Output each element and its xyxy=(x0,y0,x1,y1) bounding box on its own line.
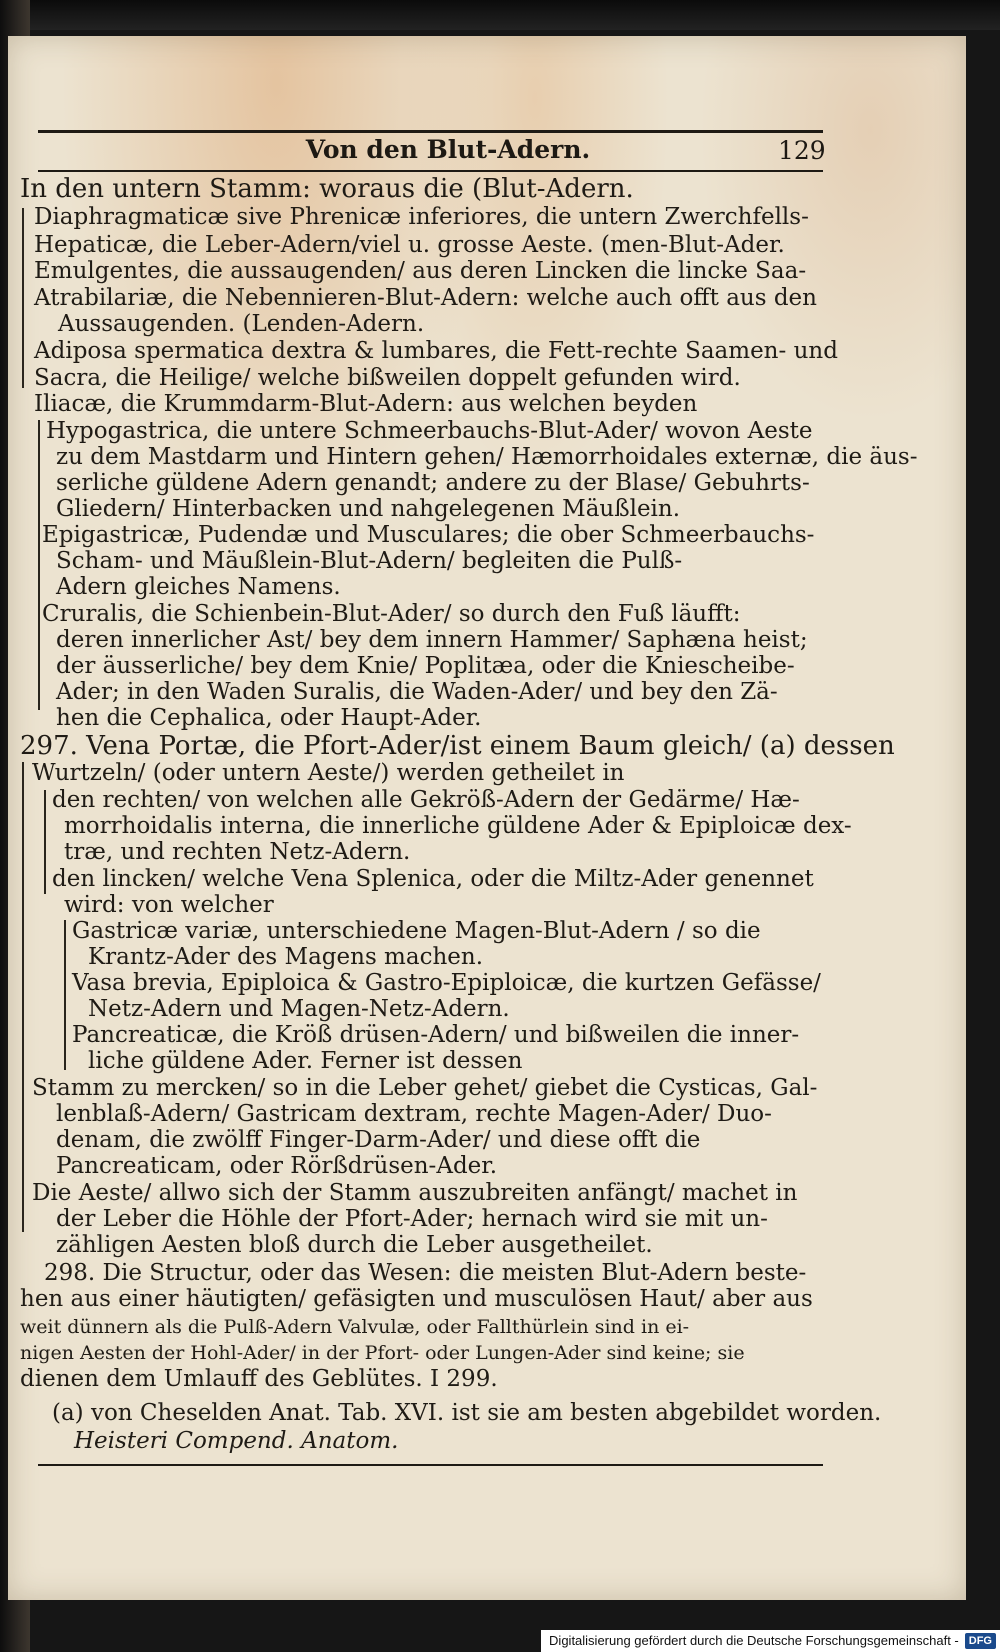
text-line: Aussaugenden. (Lenden-Adern. xyxy=(58,311,425,337)
text-line: liche güldene Ader. Ferner ist dessen xyxy=(88,1048,523,1074)
brace-bar xyxy=(22,208,24,388)
brace-bar xyxy=(38,420,40,710)
text-line: der Leber die Höhle der Pfort-Ader; hernach wird sie mit un- xyxy=(56,1206,768,1232)
running-head: Von den Blut-Adern. xyxy=(305,135,591,164)
scan-top-edge xyxy=(0,0,1000,30)
text-line: zähligen Aesten bloß durch die Leber ausgetheilet. xyxy=(56,1232,653,1258)
text-line: Hepaticæ, die Leber-Adern/viel u. grosse Aeste. (men-Blut-Ader. xyxy=(34,232,785,258)
text-line: Diaphragmaticæ sive Phrenicæ inferiores, die untern Zwerchfells- xyxy=(34,204,809,230)
text-line: Wurtzeln/ (oder untern Aeste/) werden getheilet in xyxy=(32,760,625,786)
text-line: Hypogastrica, die untere Schmeerbauchs-Blut-Ader/ wovon Aeste xyxy=(46,418,813,444)
text-line: Pancreaticæ, die Kröß drüsen-Adern/ und bißweilen die inner- xyxy=(72,1022,800,1048)
dfg-logo: DFG xyxy=(965,1633,996,1649)
text-line: serliche güldene Adern genandt; andere zu der Blase/ Gebuhrts- xyxy=(56,470,810,496)
text-line: Sacra, die Heilige/ welche bißweilen doppelt gefunden wird. xyxy=(34,365,741,391)
text-line: Cruralis, die Schienbein-Blut-Ader/ so durch den Fuß läufft: xyxy=(42,601,741,627)
text-line: Gastricæ variæ, unterschiedene Magen-Blut-Adern / so die xyxy=(72,918,761,944)
text-line: Epigastricæ, Pudendæ und Musculares; die ober Schmeerbauchs- xyxy=(42,522,815,548)
page-number: 129 xyxy=(778,136,826,165)
text-line: Gliedern/ Hinterbacken und nahgelegenen Mäußlein. xyxy=(56,496,681,522)
text-line: Atrabilariæ, die Nebennieren-Blut-Adern: welche auch offt aus den xyxy=(34,285,817,311)
text-line: Die Aeste/ allwo sich der Stamm auszubreiten anfängt/ machet in xyxy=(32,1180,798,1206)
text-line: wird: von welcher xyxy=(64,892,274,918)
text-line: dienen dem Umlauff des Geblütes. I 299. xyxy=(20,1366,498,1392)
text-line: In den untern Stamm: woraus die (Blut-Adern. xyxy=(20,174,634,204)
text-line: zu dem Mastdarm und Hintern gehen/ Hæmorrhoidales externæ, die äus- xyxy=(56,444,918,470)
text-line: den lincken/ welche Vena Splenica, oder die Miltz-Ader genennet xyxy=(52,866,814,892)
book-page xyxy=(8,36,966,1600)
credit-text: Digitalisierung gefördert durch die Deutsche Forschungsgemeinschaft - xyxy=(549,1633,959,1648)
text-line: weit dünnern als die Pulß-Adern Valvulæ, oder Fallthürlein sind in ei- xyxy=(20,1316,690,1338)
text-line: hen aus einer häutigten/ gefäsigten und musculösen Haut/ aber aus xyxy=(20,1286,813,1312)
text-line: Adern gleiches Namens. xyxy=(56,574,341,600)
text-line: Vasa brevia, Epiploica & Gastro-Epiploicæ, die kurtzen Gefässe/ xyxy=(72,970,821,996)
brace-bar xyxy=(44,790,46,894)
text-line: 297. Vena Portæ, die Pfort-Ader/ist einem Baum gleich/ (a) dessen xyxy=(20,731,895,761)
text-line: den rechten/ von welchen alle Gekröß-Adern der Gedärme/ Hæ- xyxy=(52,787,800,813)
brace-bar xyxy=(22,762,24,1232)
text-line: Emulgentes, die aussaugenden/ aus deren Lincken die lincke Saa- xyxy=(34,258,807,284)
digitization-credit xyxy=(541,1630,1000,1652)
footnote-line: Heisteri Compend. Anatom. xyxy=(74,1428,399,1454)
text-line: Pancreaticam, oder Rörßdrüsen-Ader. xyxy=(56,1153,498,1179)
text-line: deren innerlicher Ast/ bey dem innern Hammer/ Saphæna heist; xyxy=(56,627,808,653)
text-line: denam, die zwölff Finger-Darm-Ader/ und diese offt die xyxy=(56,1127,701,1153)
text-line: lenblaß-Adern/ Gastricam dextram, rechte Magen-Ader/ Duo- xyxy=(56,1101,772,1127)
brace-bar xyxy=(64,920,66,1070)
page-body xyxy=(8,36,966,1600)
footnote-line: (a) von Cheselden Anat. Tab. XVI. ist sie am besten abgebildet worden. xyxy=(52,1400,882,1426)
text-line: nigen Aesten der Hohl-Ader/ in der Pfort- oder Lungen-Ader sind keine; sie xyxy=(20,1342,745,1364)
text-line: Adiposa spermatica dextra & lumbares, die Fett-rechte Saamen- und xyxy=(34,338,838,364)
text-line: Ader; in den Waden Suralis, die Waden-Ader/ und bey den Zä- xyxy=(56,679,778,705)
text-line: Netz-Adern und Magen-Netz-Adern. xyxy=(88,996,510,1022)
text-line: Scham- und Mäußlein-Blut-Adern/ begleiten die Pulß- xyxy=(56,548,683,574)
text-line: hen die Cephalica, oder Haupt-Ader. xyxy=(56,705,482,731)
text-line: der äusserliche/ bey dem Knie/ Poplitæa, oder die Kniescheibe- xyxy=(56,653,795,679)
text-line: træ, und rechten Netz-Adern. xyxy=(64,839,411,865)
footnote-rule xyxy=(38,1464,823,1466)
text-line: 298. Die Structur, oder das Wesen: die meisten Blut-Adern beste- xyxy=(44,1260,807,1286)
text-line: morrhoidalis interna, die innerliche güldene Ader & Epiploicæ dex- xyxy=(64,813,852,839)
text-line: Iliacæ, die Krummdarm-Blut-Adern: aus welchen beyden xyxy=(34,391,698,417)
text-line: Krantz-Ader des Magens machen. xyxy=(88,944,484,970)
text-line: Stamm zu mercken/ so in die Leber gehet/ giebet die Cysticas, Gal- xyxy=(32,1075,818,1101)
